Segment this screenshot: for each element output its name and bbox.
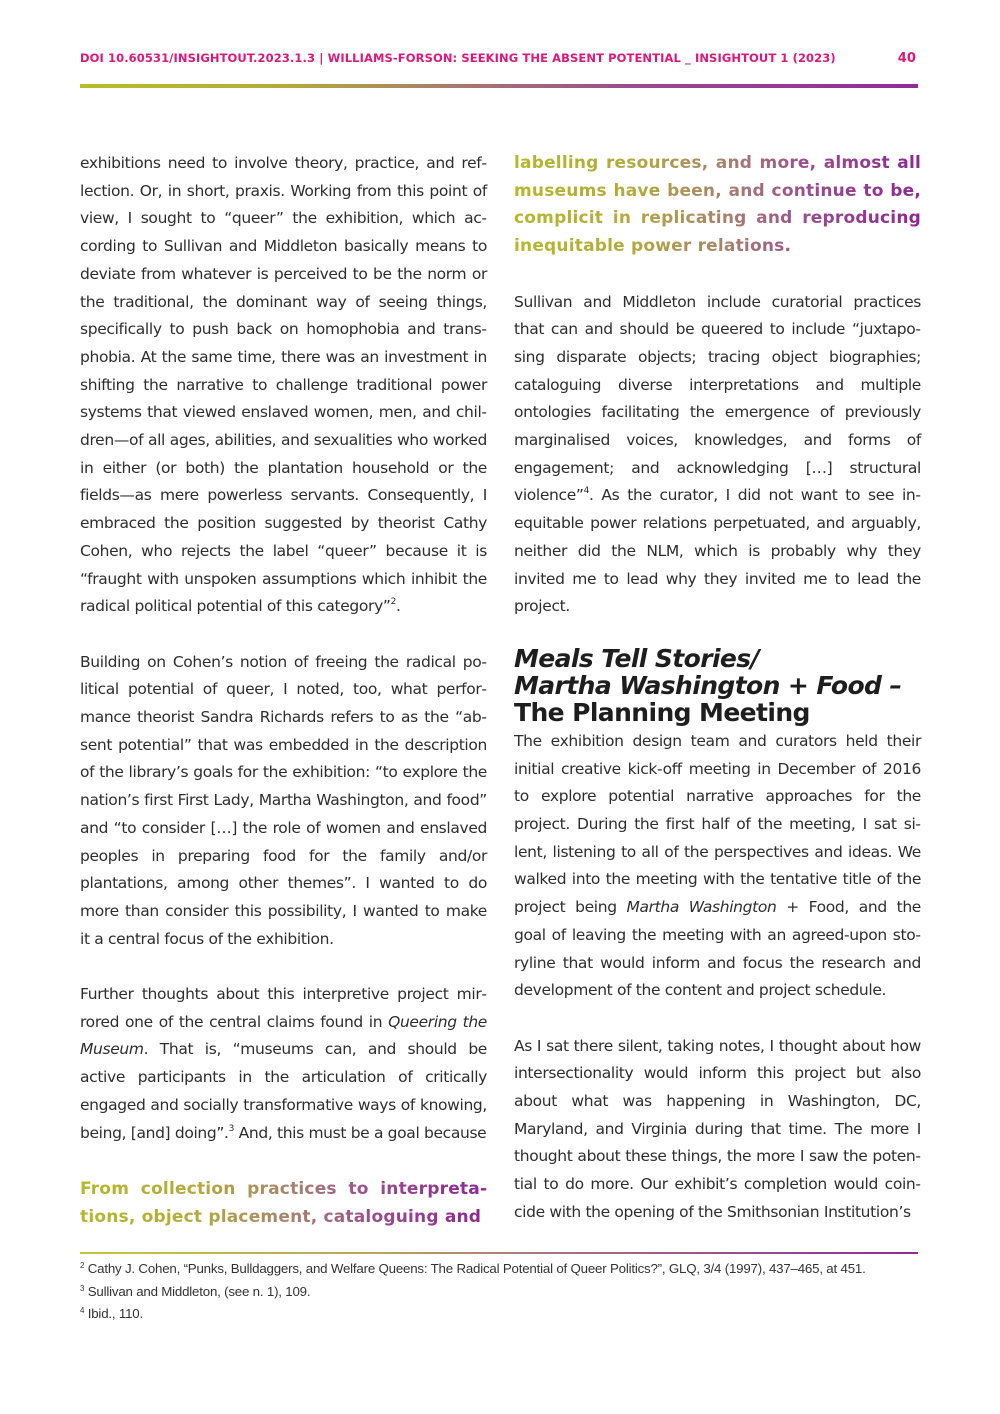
footnote-ref[interactable]: 3 — [228, 1123, 235, 1134]
section-heading — [514, 645, 921, 726]
section-heading-line: Meals Tell Stories/ — [514, 643, 760, 673]
paragraph: The exhibition design team and curators held their initial creative kick-off meeting in December of 2016 to explore potential narrative approaches for the project. During the first half of the meeting, I sat silent, listening to all of the perspectives and ideas. We walked into the meeting with the tentative title of the project being Martha Washington + Food, and the goal of leaving the meeting with an agreed-upon storyline that would inform and focus the research and development of the content and project schedule. — [514, 731, 921, 1000]
footnote-ref[interactable]: 2 — [390, 597, 396, 608]
running-head — [80, 51, 918, 69]
section-heading-line: The Planning Meeting — [514, 697, 810, 727]
header-gradient-rule — [80, 84, 918, 88]
pull-quote: From collection practices to interpretations, object placement, cataloguing and — [80, 1176, 487, 1231]
exhibition-title: Martha Washington — [626, 898, 777, 917]
paragraph: As I sat there silent, taking notes, I thought about how intersectionality would inform this project but also about what was happening in Washington, DC, Maryland, and Virginia during that time. The more I thought about these things, the more I saw the potential to do more. Our exhibit’s completion would coincide with the opening of the Smithsonian Institution’s — [514, 1036, 921, 1221]
right-column — [514, 150, 921, 1227]
paragraph: Further thoughts about this interpretive project mirrored one of the central claims found in Queering the Museum. That is, “museums can, and should be active participants in the articulation of critically engaged and socially transformative ways of knowing, being, [and] doing”.$^3$ And, this must be a goal because — [80, 985, 487, 1142]
running-head-text: DOI 10.60531/INSIGHTOUT.2023.1.3 | WILLIAMS-FORSON: SEEKING THE ABSENT POTENTIAL _ INSIGHTOUT 1 (2023) — [80, 51, 836, 65]
pull-quote-continued: labelling resources, and more, almost all museums have been, and continue to be, complicit in replicating and reproducing inequitable power relations. — [514, 150, 921, 261]
footnote-ref[interactable]: 4 — [583, 486, 589, 497]
book-title: Queering the Museum — [80, 1012, 487, 1059]
footnote: $^2$ Cathy J. Cohen, “Punks, Bulldaggers, and Welfare Queens: The Radical Potential of Queer Politics?”, GLQ, 3/4 (1997), 437–465, at 451. — [80, 1261, 866, 1276]
left-column — [80, 150, 487, 1147]
footnote: $^4$ Ibid., 110. — [80, 1306, 143, 1321]
paragraph: Building on Cohen’s notion of freeing the radical political potential of queer, I noted, too, what performance theorist Sandra Richards refers to as the “absent potential” that was embedded in the description of the library’s goals for the exhibition: “to explore the nation’s first First Lady, Martha Washington, and food” and “to consider […] the role of women and enslaved peoples in preparing food for the family and/​or plantations, among other themes”. I wanted to do more than consider this possibility, I wanted to make it a central focus of the exhibition. — [80, 652, 487, 948]
footnotes — [80, 1258, 918, 1326]
paragraph: Sullivan and Middleton include curatorial practices that can and should be queered to include “juxtaposing disparate objects; tracing object biographies; cataloguing diverse interpretations and multiple ontologies facilitating the emergence of previously marginalised voices, knowledges, and forms of engagement; and acknowledging […] structural violence”$^4$. As the curator, I did not want to see inequitable power relations perpetuated, and arguably, neither did the NLM, which is probably why they invited me to lead why they invited me to lead the project. — [514, 292, 921, 616]
footnote: $^3$ Sullivan and Middleton, (see n. 1), 109. — [80, 1283, 311, 1299]
paragraph: exhibitions need to involve theory, practice, and reflection. Or, in short, praxis. Working from this point of view, I sought to “queer” the exhibition, which according to Sullivan and Middleton basically means to deviate from whatever is perceived to be the norm or the traditional, the dominant way of seeing things, specifically to push back on homophobia and transphobia. At the same time, there was an investment in shifting the narrative to challenge traditional power systems that viewed enslaved women, men, and children—of all ages, abilities, and sexualities who worked in either (or both) the plantation household or the fields—as mere powerless servants. Consequently, I embraced the position suggested by theorist Cathy Cohen, who rejects the label “queer” because it is “fraught with unspoken assumptions which inhibit the radical political potential of this category”$^2$. — [80, 154, 487, 616]
footnote-gradient-rule — [80, 1252, 918, 1254]
page-number: 40 — [897, 51, 916, 66]
section-heading-line: Martha Washington + Food – — [514, 670, 902, 700]
